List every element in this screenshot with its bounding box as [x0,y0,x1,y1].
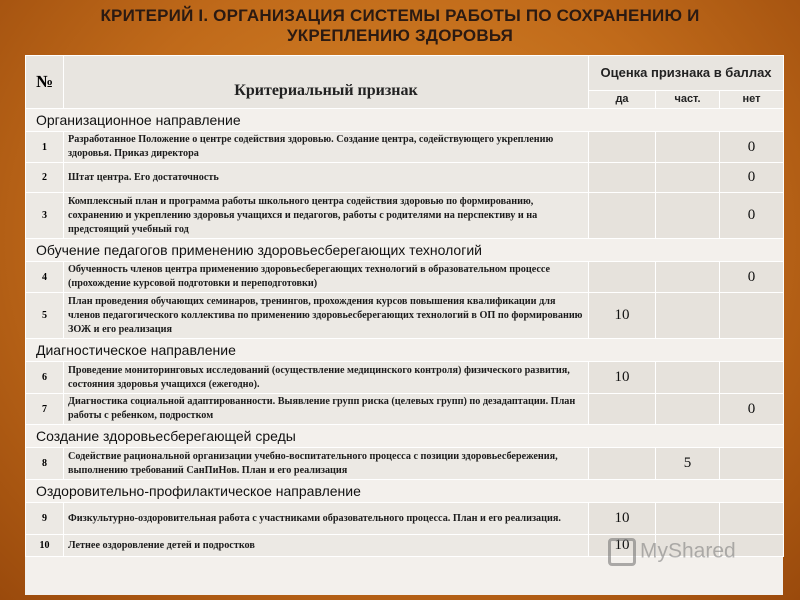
header-num: № [26,56,64,109]
row-number: 2 [26,163,64,193]
section-title: Создание здоровьесберегающей среды [26,425,784,448]
section-title: Обучение педагогов применению здоровьесберегающих технологий [26,239,784,262]
score-partial [656,132,720,163]
table-row [26,448,784,480]
row-number: 8 [26,448,64,480]
header-no: нет [720,90,784,108]
header-yes: да [589,90,656,108]
title-line-2: УКРЕПЛЕНИЮ ЗДОРОВЬЯ [286,26,514,45]
score-no [720,293,784,339]
section-title: Организационное направление [26,109,784,132]
score-no [720,503,784,535]
score-yes [589,132,656,163]
table-body [26,109,784,557]
section-title: Диагностическое направление [26,339,784,362]
row-number: 10 [26,535,64,557]
score-partial [656,193,720,239]
section-row [26,480,784,503]
row-criterion-text: Содействие рациональной организации учебно-воспитательного процесса с позиции здоровьесбережения, выполнению требований СанПиНов. План и его реализация [64,448,589,480]
table-row [26,394,784,425]
section-title: Оздоровительно-профилактическое направление [26,480,784,503]
score-yes: 10 [589,503,656,535]
header-criterion: Критериальный признак [64,56,589,109]
criteria-table-container [25,55,783,595]
score-no: 0 [720,394,784,425]
criteria-table [25,55,784,557]
row-number: 7 [26,394,64,425]
row-criterion-text: Комплексный план и программа работы школьного центра содействия здоровью по формированию, сохранению и укреплению здоровья учащихся и педагогов, работы с родителями на перспективу и на предстоящий учебный год [64,193,589,239]
score-yes [589,394,656,425]
row-number: 3 [26,193,64,239]
score-partial [656,293,720,339]
score-yes [589,163,656,193]
score-no: 0 [720,262,784,293]
section-row [26,339,784,362]
score-partial [656,262,720,293]
table-row [26,163,784,193]
score-no [720,362,784,394]
row-number: 5 [26,293,64,339]
row-number: 9 [26,503,64,535]
table-row [26,503,784,535]
watermark [608,538,778,570]
slide-title [0,6,800,46]
header-partial: част. [656,90,720,108]
row-criterion-text: План проведения обучающих семинаров, тренингов, прохождения курсов повышения квалификации для членов педагогического коллектива по применению здоровьесберегающих технологий в ОП по формированию ЗОЖ и его реализация [64,293,589,339]
score-partial [656,394,720,425]
row-criterion-text: Обученность членов центра применению здоровьесберегающих технологий в образовательном процессе (прохождение курсовой подготовки и переподготовки) [64,262,589,293]
score-partial [656,362,720,394]
table-row [26,132,784,163]
score-partial [656,503,720,535]
row-criterion-text: Диагностика социальной адаптированности. Выявление групп риска (целевых групп) по дезадаптации. План работы с ребенком, подростком [64,394,589,425]
section-row [26,109,784,132]
row-criterion-text: Проведение мониторинговых исследований (осуществление медицинского контроля) физического развития, состояния здоровья учащихся (ежегодно). [64,362,589,394]
section-row [26,425,784,448]
table-row [26,293,784,339]
row-number: 6 [26,362,64,394]
row-number: 1 [26,132,64,163]
score-yes: 10 [589,535,656,557]
score-no: 0 [720,193,784,239]
score-yes: 10 [589,293,656,339]
row-criterion-text: Штат центра. Его достаточность [64,163,589,193]
section-row [26,239,784,262]
score-no [720,448,784,480]
table-row [26,362,784,394]
score-yes [589,193,656,239]
score-partial [656,163,720,193]
row-criterion-text: Разработанное Положение о центре содействия здоровью. Создание центра, содействующего укреплению здоровья. Приказ директора [64,132,589,163]
row-criterion-text: Физкультурно-оздоровительная работа с участниками образовательного процесса. План и его реализация. [64,503,589,535]
watermark-icon [608,538,636,566]
title-line-1: КРИТЕРИЙ I. ОРГАНИЗАЦИЯ СИСТЕМЫ РАБОТЫ ПО СОХРАНЕНИЮ И [100,6,700,25]
score-no: 0 [720,163,784,193]
watermark-text: MyShared [640,539,736,563]
score-yes [589,262,656,293]
table-row [26,262,784,293]
header-score: Оценка признака в баллах [589,56,784,91]
row-number: 4 [26,262,64,293]
score-no: 0 [720,132,784,163]
score-partial: 5 [656,448,720,480]
score-yes [589,448,656,480]
row-criterion-text: Летнее оздоровление детей и подростков [64,535,589,557]
table-row [26,193,784,239]
score-yes: 10 [589,362,656,394]
